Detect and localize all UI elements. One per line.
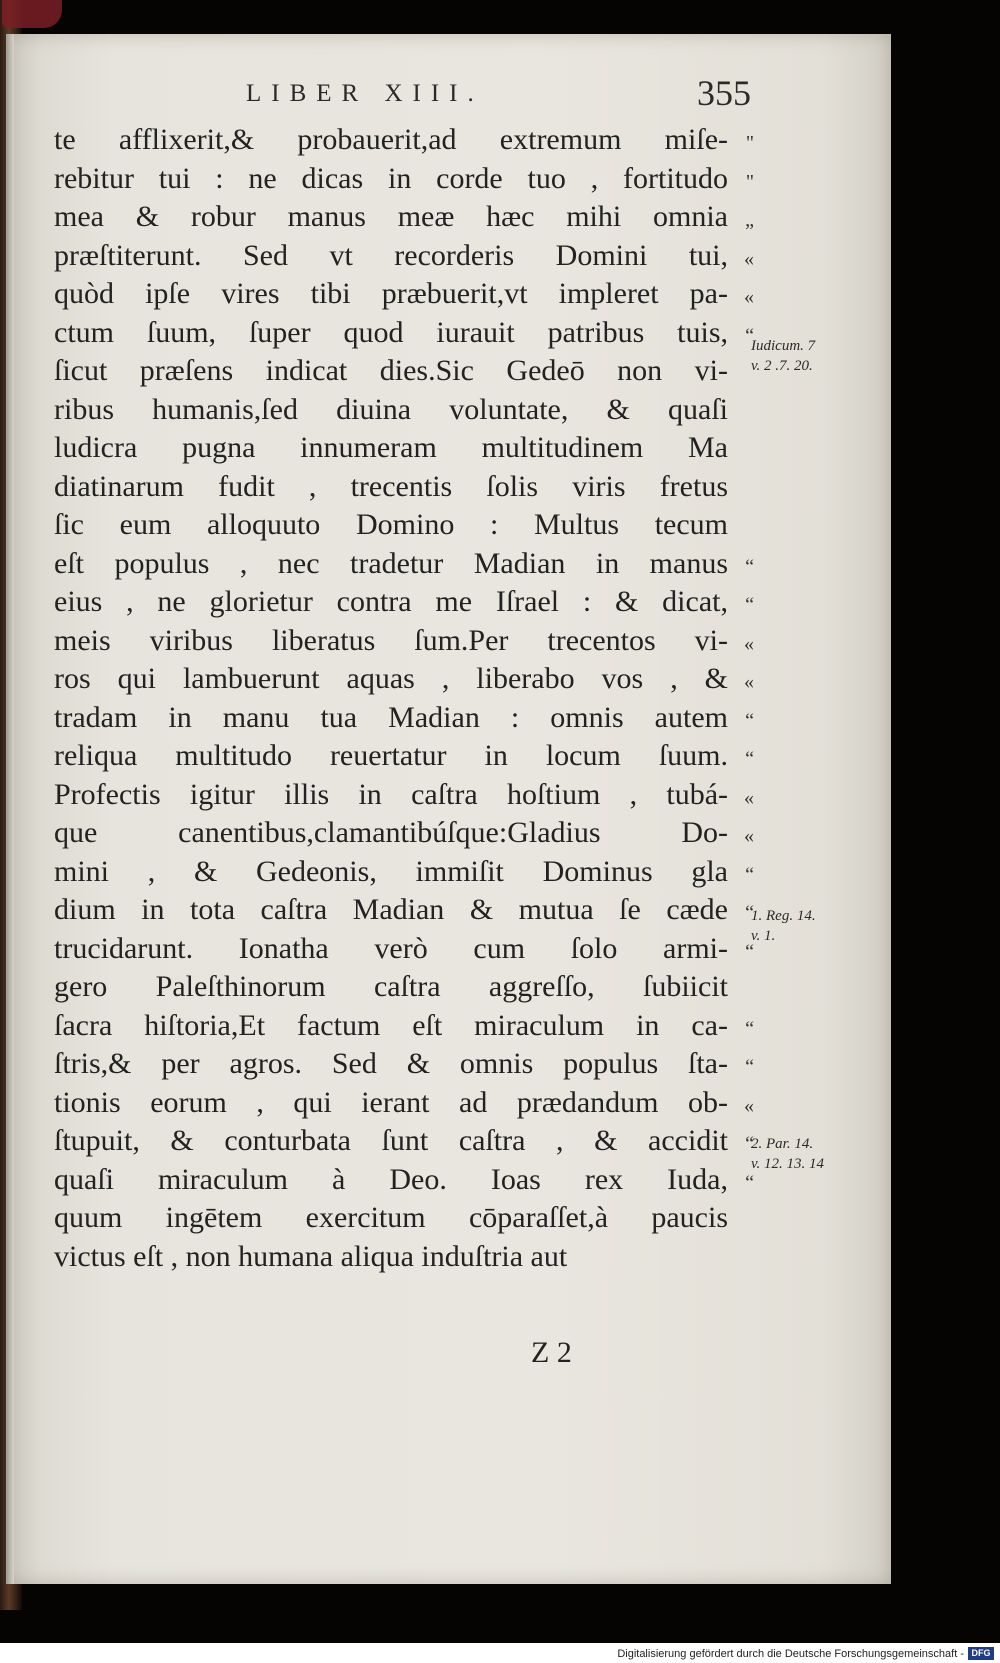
text-line-content: præſtiterunt. Sed vt recorderis Domini tui, xyxy=(54,238,728,272)
text-line-content: reliqua multitudo reuertatur in locum ſuum. xyxy=(54,739,728,772)
text-line xyxy=(54,1122,754,1161)
text-line xyxy=(54,160,754,199)
quotation-marker: “ xyxy=(745,555,754,578)
page-number: 355 xyxy=(697,73,751,113)
dfg-logo: DFG xyxy=(968,1647,994,1660)
catchword: Z 2 xyxy=(531,1336,572,1369)
text-line xyxy=(54,622,754,661)
text-line xyxy=(54,275,754,314)
marginal-note-line: Iudicum. 7 xyxy=(751,338,816,354)
quotation-marker: « xyxy=(744,825,754,847)
text-line-content: que canentibus,clamantibúſque:Gladius Do- xyxy=(54,816,728,849)
text-line-content: te afflixerit,& probauerit,ad extremum miſe- xyxy=(54,123,728,156)
quotation-marker: “ xyxy=(745,709,754,732)
quotation-marker: “ xyxy=(745,1133,754,1155)
text-line xyxy=(54,737,754,776)
text-line-content: gero Paleſthinorum caſtra aggreſſo, ſubiicit xyxy=(54,970,728,1003)
quotation-marker: “ xyxy=(745,748,754,770)
text-line-content: eius , ne glorietur contra me Iſrael : & dicat, xyxy=(54,585,728,618)
quotation-marker: “ xyxy=(745,324,754,347)
footer-strip xyxy=(0,1643,1000,1663)
text-line-content: ludicra pugna innumeram multitudinem Ma xyxy=(54,431,728,464)
text-line xyxy=(54,314,754,353)
page-gutter xyxy=(6,34,14,1584)
text-line xyxy=(54,468,754,507)
text-line xyxy=(54,891,754,930)
text-line xyxy=(54,930,754,969)
body-text xyxy=(54,121,754,1276)
text-line-content: Profectis igitur illis in caſtra hoſtium , tubá- xyxy=(54,777,728,811)
text-line xyxy=(54,391,754,430)
text-line xyxy=(54,237,754,276)
text-line-content: ſacra hiſtoria,Et factum eſt miraculum in ca- xyxy=(54,1008,728,1042)
text-line xyxy=(54,968,754,1007)
text-line xyxy=(54,352,754,391)
text-line-content: ſtupuit, & conturbata ſunt caſtra , & accidit xyxy=(54,1124,728,1157)
text-line-content: eſt populus , nec tradetur Madian in manus xyxy=(54,546,728,580)
text-line-content: victus eſt , non humana aliqua induſtria aut xyxy=(54,1239,568,1273)
text-line xyxy=(54,776,754,815)
text-line-content: mea & robur manus meæ hæc mihi omnia xyxy=(54,200,728,233)
binding-stain xyxy=(2,0,62,28)
text-line-content: ribus humanis,ſed diuina voluntate, & quaſi xyxy=(54,392,728,426)
text-line-content: mini , & Gedeonis, immiſit Dominus gla xyxy=(54,854,728,888)
quotation-marker: « xyxy=(744,286,754,308)
text-line xyxy=(54,1084,754,1123)
text-line-content: ſicut præſens indicat dies.Sic Gedeō non vi- xyxy=(54,354,728,387)
quotation-marker: « xyxy=(744,786,754,809)
text-line-content: diatinarum fudit , trecentis ſolis viris fretus xyxy=(54,469,728,503)
text-line-content: tradam in manu tua Madian : omnis autem xyxy=(54,700,728,734)
marginal-note-line: v. 12. 13. 14 xyxy=(751,1156,825,1172)
text-line xyxy=(54,853,754,892)
marginal-note-judges xyxy=(751,336,871,376)
marginal-note-chronicles xyxy=(751,1134,871,1174)
marginal-note-line: v. 1. xyxy=(751,928,776,944)
text-line-content: ctum ſuum, ſuper quod iurauit patribus tuis, xyxy=(54,315,728,349)
text-line xyxy=(54,1045,754,1084)
quotation-marker: « xyxy=(744,632,754,655)
book-page xyxy=(6,34,891,1584)
quotation-marker: “ xyxy=(745,1056,754,1078)
text-line-content: dium in tota caſtra Madian & mutua ſe cæde xyxy=(54,893,728,926)
text-line-content: tionis eorum , qui ierant ad prædandum ob- xyxy=(54,1085,728,1119)
text-line xyxy=(54,699,754,738)
text-line xyxy=(54,1161,754,1200)
quotation-marker: « xyxy=(744,247,754,270)
text-line-content: quum ingētem exercitum cōparaſſet,à paucis xyxy=(54,1201,728,1234)
text-line-content: ſtris,& per agros. Sed & omnis populus ſta- xyxy=(54,1047,728,1080)
quotation-marker: “ xyxy=(745,594,754,616)
quotation-marker: « xyxy=(744,671,754,693)
text-line xyxy=(54,1007,754,1046)
text-line xyxy=(54,506,754,545)
text-line xyxy=(54,660,754,699)
quotation-marker: “ xyxy=(745,1171,754,1194)
text-line xyxy=(54,198,754,237)
text-line xyxy=(54,121,754,160)
quotation-marker: „ xyxy=(745,209,754,231)
quotation-marker: “ xyxy=(745,863,754,886)
text-line xyxy=(54,1238,754,1277)
quotation-marker: " xyxy=(745,170,754,193)
quotation-marker: " xyxy=(745,132,754,154)
text-line-content: ſic eum alloquuto Domino : Multus tecum xyxy=(54,508,728,541)
text-line-content: ros qui lambuerunt aquas , liberabo vos , & xyxy=(54,662,728,695)
text-line-content: trucidarunt. Ionatha verò cum ſolo armi- xyxy=(54,931,728,965)
text-line xyxy=(54,814,754,853)
text-line-content: quòd ipſe vires tibi præbuerit,vt impleret pa- xyxy=(54,277,728,310)
text-line-content: quaſi miraculum à Deo. Ioas rex Iuda, xyxy=(54,1162,728,1196)
quotation-marker: “ xyxy=(745,1017,754,1040)
quotation-marker: “ xyxy=(745,902,754,924)
text-line xyxy=(54,545,754,584)
text-line-content: rebitur tui : ne dicas in corde tuo , fortitudo xyxy=(54,161,728,195)
footer-credit: Digitalisierung gefördert durch die Deutsche Forschungsgemeinschaft - xyxy=(617,1648,964,1660)
running-title: LIBER XIII. xyxy=(246,80,484,107)
page-header xyxy=(246,72,751,122)
marginal-note-line: v. 2 .7. 20. xyxy=(751,358,813,374)
text-line xyxy=(54,1199,754,1238)
marginal-note-kings xyxy=(751,906,871,946)
text-line xyxy=(54,429,754,468)
quotation-marker: “ xyxy=(745,940,754,963)
quotation-marker: « xyxy=(744,1094,754,1117)
text-line xyxy=(54,583,754,622)
text-line-content: meis viribus liberatus ſum.Per trecentos vi- xyxy=(54,623,728,657)
marginal-note-line: 2. Par. 14. xyxy=(751,1136,814,1152)
marginal-note-line: 1. Reg. 14. xyxy=(751,908,816,924)
